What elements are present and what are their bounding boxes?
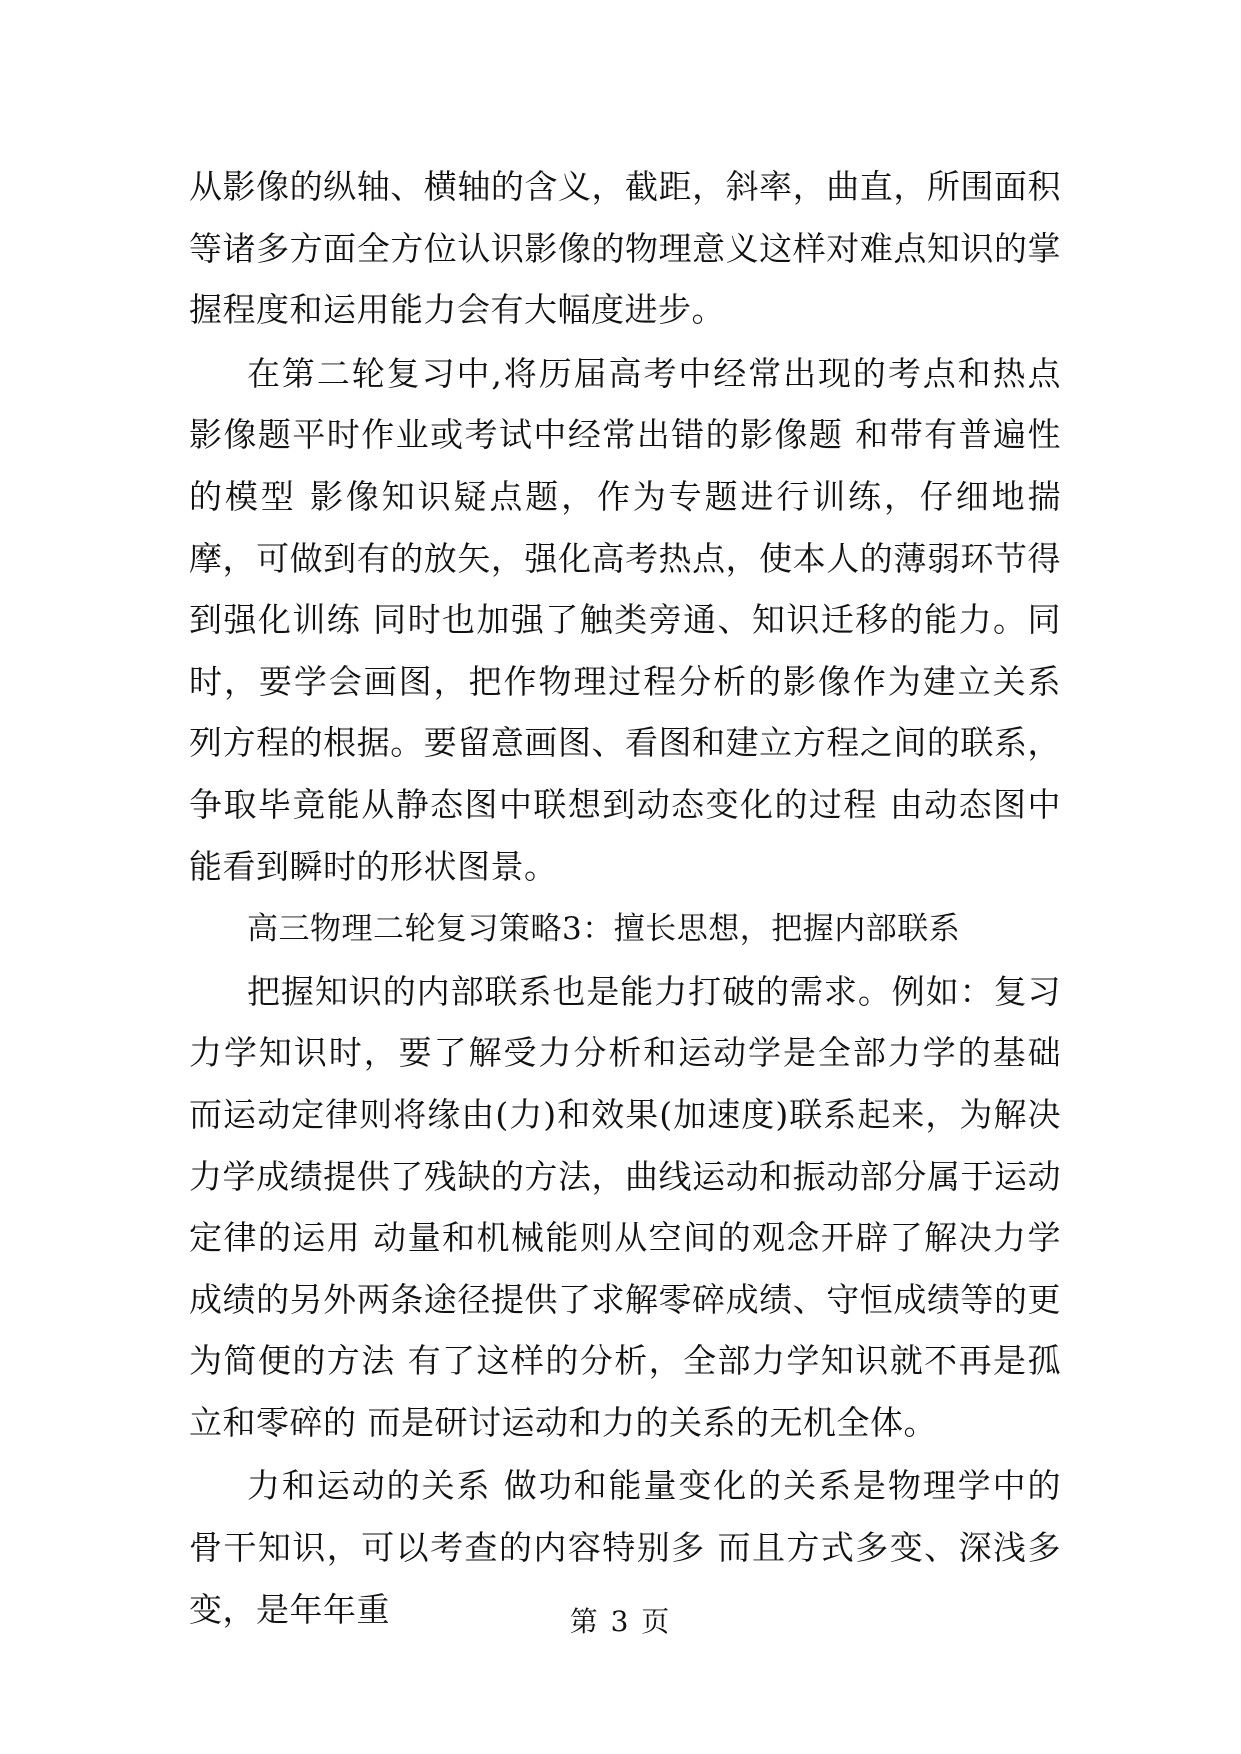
- paragraph-force-and-motion: 力和运动的关系 做功和能量变化的关系是物理学中的骨干知识，可以考查的内容特别多 而且方式多变、深浅多变，是年年重: [189, 1466, 1061, 1629]
- paragraph-second-round-review: 在第二轮复习中,将历届高考中经常出现的考点和热点影像题平时作业或考试中经常出错的影像题 和带有普遍性的模型 影像知识疑点题，作为专题进行训练，仔细地揣摩，可做到有的放矢，强化高考热点，使本人的薄弱环节得到强化训练 同时也加强了触类旁通、知识迁移的能力。同时，要学会画图，把作物理过程分析的影像作为建立关系 列方程的根据。要留意画图、看图和建立方程之间的联系，争取毕竟能从静态图中联想到动态变化的过程 由动态图中能看到瞬时的形状图景。: [189, 353, 1061, 886]
- page-number: 第 3 页: [569, 1605, 672, 1638]
- document-body: [189, 156, 1061, 1640]
- section-heading-strategy-3: 高三物理二轮复习策略3：擅长思想，把握内部联系: [247, 911, 961, 948]
- paragraph-internal-connections: 把握知识的内部联系也是能力打破的需求。例如：复习力学知识时，要了解受力分析和运动学是全部力学的基础 而运动定律则将缘由(力)和效果(加速度)联系起来，为解决力学成绩提供了残缺的方法，曲线运动和振动部分属于运动定律的运用 动量和机械能则从空间的观念开辟了解决力学成绩的另外两条途径提供了求解零碎成绩、守恒成绩等的更为简便的方法 有了这样的分析，全部力学知识就不再是孤立和零碎的 而是研讨运动和力的关系的无机全体。: [189, 971, 1061, 1442]
- paragraph-image-meaning: 从影像的纵轴、横轴的含义，截距，斜率，曲直，所围面积等诸多方面全方位认识影像的物理意义这样对难点知识的掌握程度和运用能力会有大幅度进步。: [189, 167, 1061, 330]
